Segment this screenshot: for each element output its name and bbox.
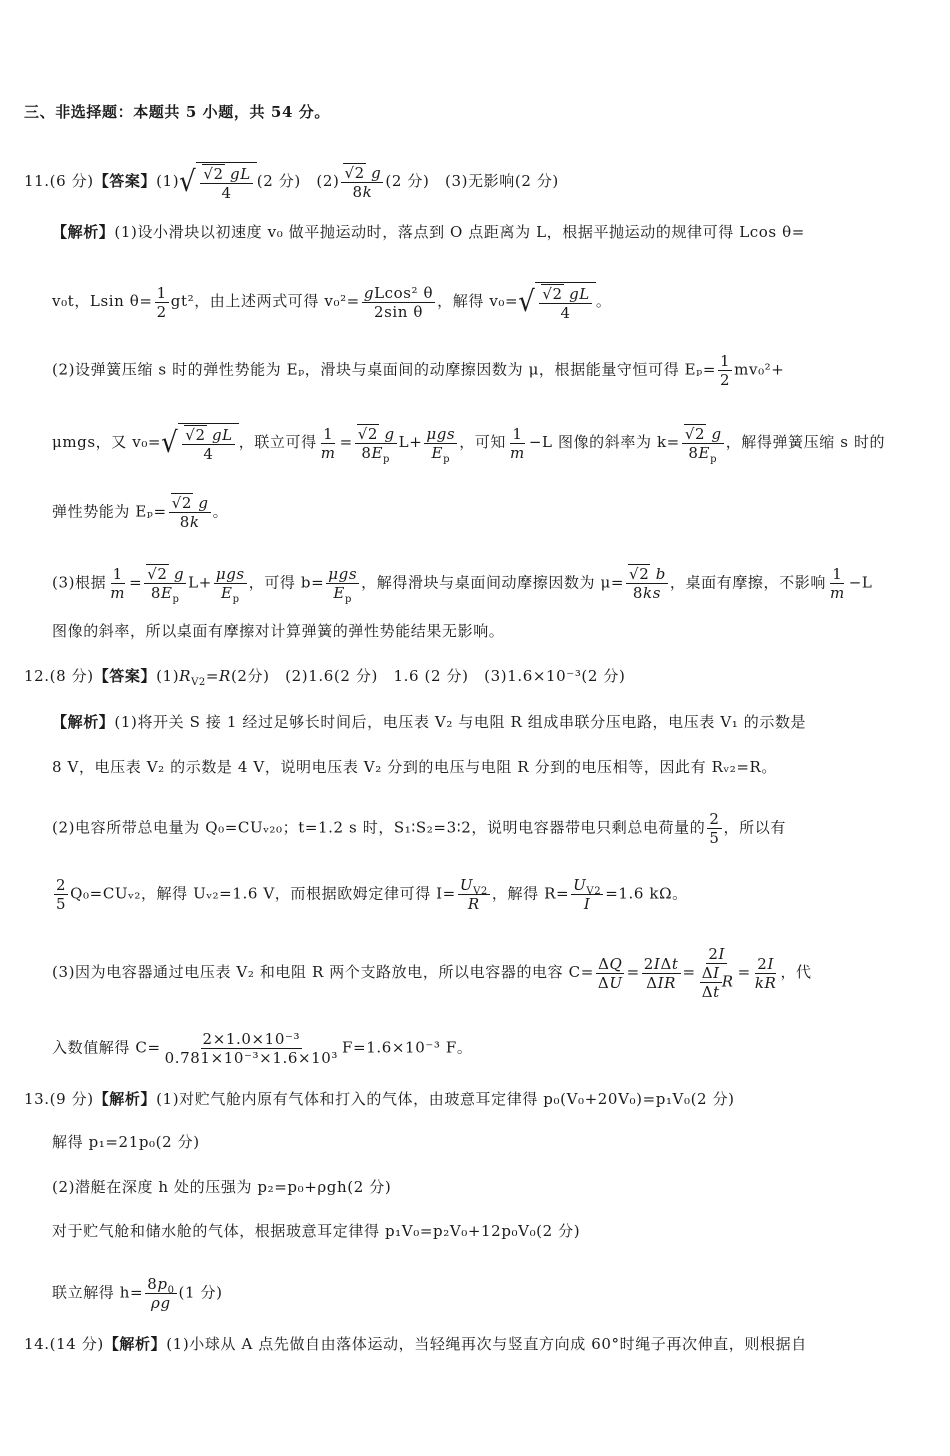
q13-line-3: (2)潜艇在深度 h 处的压强为 p₂=p₀+ρgh(2 分) (52, 1178, 392, 1196)
q11-analysis-tag: 【解析】 (52, 223, 115, 241)
q11-s1-line-b: v₀t，Lsin θ= $\frac{1}{2}$ gt²，由上述两式可得 v₀²= $\frac{\text{gLcos² θ}}{\text{2sin θ}}$ ，解得 v₀= √ $\frac{√2 gL}{4}$ 。 (52, 283, 612, 322)
q12-answer-line: 12.(8 分)【答案】$(1)R_{V2}=R(2$分) (2)1.6(2 分) 1.6 (2 分) (3)1.6×10⁻³(2 分) (24, 667, 626, 688)
q14-points: (14 分) (49, 1335, 104, 1353)
q11-s3-line-b: 图像的斜率，所以桌面有摩擦对计算弹簧的弹性势能结果无影响。 (52, 622, 505, 640)
q11-v0sq-expr: $\frac{\text{gLcos² θ}}{\text{2sin θ}}$ (363, 283, 434, 321)
q12-s3-line-b: 入数值解得 C= $\frac{\text{2×1.0×10⁻³}}{\text{0.781×10⁻³×1.6×10³}}$ F=1.6×10⁻³ F。 (52, 1030, 473, 1067)
q11-ans2-expr: $\frac{√2 g}{8k}$ (341, 164, 383, 201)
q13-number: 13. (24, 1090, 50, 1108)
q11-s2-line-b: μmgs，又 v₀= √ $\frac{√2 gL}{4}$ ，联立可得 $\frac{1}{m}$ = $\frac{√2 g}{8E_p}$ L+ $\frac{\text{μgs}}{E_p}$ ，可知 $\frac{1}{m}$ −L 图像的斜率为 k= $\frac{√2 g}{8E_p}$ ，解得弹簧压缩 s 时的 (52, 424, 886, 465)
q14-number: 14. (24, 1335, 50, 1353)
q13-analysis-tag: 【解析】 (93, 1090, 157, 1108)
q13-line-5: 联立解得 h= $\frac{8p_0}{\rho g}$ (1 分) (52, 1275, 223, 1312)
section-heading: 三、非选择题：本题共 5 小题，共 54 分。 (24, 103, 331, 121)
q11-answer-line: 11.(6 分)【答案】(1) √ $\frac{√2 gL}{4}$ (2 分) (2) $\frac{√2 g}{8k}$ (2 分) (3)无影响(2 分) (24, 163, 559, 202)
q13-line-4: 对于贮气舱和储水舱的气体，根据玻意耳定律得 p₁V₀=p₂V₀+12p₀V₀(2 分) (52, 1222, 581, 1240)
q12-number: 12. (24, 667, 50, 685)
q11-s2-line-c: 弹性势能为 Eₚ= $\frac{√2 g}{8k}$ 。 (52, 494, 229, 531)
q12-analysis-tag: 【解析】 (52, 713, 115, 731)
q11-answer-tag: 【答案】 (93, 172, 157, 190)
q12-s1-line-a: 【解析】(1)将开关 S 接 1 经过足够长时间后，电压表 V₂ 与电阻 R 组成串联分压电路，电压表 V₁ 的示数是 (52, 713, 807, 731)
q11-number: 11. (24, 172, 50, 190)
q14-analysis-tag: 【解析】 (103, 1335, 167, 1353)
q13-line-2: 解得 p₁=21p₀(2 分) (52, 1133, 200, 1151)
q12-points: (8 分) (49, 667, 94, 685)
q12-answer-tag: 【答案】 (93, 667, 157, 685)
q11-points: (6 分) (49, 172, 94, 190)
q11-s2-line-a: (2)设弹簧压缩 s 时的弹性势能为 Eₚ，滑块与桌面间的动摩擦因数为 μ，根据能量守恒可得 Eₚ= $\frac{1}{2}$ mv₀²+ (52, 352, 785, 389)
q14-line-1: 14.(14 分)【解析】(1)小球从 A 点先做自由落体运动，当轻绳再次与竖直方向成 60°时绳子再次伸直，则根据自 (24, 1335, 807, 1353)
q11-ans1-expr: √ $\frac{√2 gL}{4}$ (179, 162, 257, 202)
q13-points: (9 分) (49, 1090, 94, 1108)
q11-s3-line-a: (3)根据 $\frac{1}{m}$ = $\frac{√2 g}{8E_p}$ L+ $\frac{\text{μgs}}{E_p}$ ，可得 b= $\frac{\text{μgs}}{E_p}$ ，解得滑块与桌面间动摩擦因数为 μ= $\frac{√2 b}{8ks}$ ，桌面有摩擦，不影响 $\frac{1}{m}$ −L (52, 565, 873, 605)
q11-s1-line-a: 【解析】(1)设小滑块以初速度 v₀ 做平抛运动时，落点到 O 点距离为 L，根据平抛运动的规律可得 Lcos θ= (52, 223, 805, 241)
q12-s1-line-b: 8 V，电压表 V₂ 的示数是 4 V，说明电压表 V₂ 分到的电压与电阻 R 分到的电压相等，因此有 Rᵥ₂=R。 (52, 758, 777, 776)
q12-s3-line-a: (3)因为电容器通过电压表 V₂ 和电阻 R 两个支路放电，所以电容器的电容 C= $\frac{\Delta Q}{\Delta U}$ = $\frac{\text{2IΔt}}{\text{ΔIR}}$ = 2I $\frac{\Delta I}{\Delta t}$ R = $\frac{2I}{kR}$ ，代 (52, 945, 812, 1001)
q12-s2-line-b: $\frac{2}{5}$ Q₀=CUᵥ₂，解得 Uᵥ₂=1.6 V，而根据欧姆定律可得 I= $\frac{U_{V2}}{R}$ ，解得 R= $\frac{U_{V2}}{I}$ =1.6 kΩ。 (56, 876, 688, 913)
q12-s2-line-a: (2)电容所带总电量为 Q₀=CUᵥ₂₀；t=1.2 s 时，S₁∶S₂=3∶2，说明电容器带电只剩总电荷量的 $\frac{2}{5}$ ，所以有 (52, 810, 786, 847)
q13-line-1: 13.(9 分)【解析】(1)对贮气舱内原有气体和打入的气体，由玻意耳定律得 p₀(V₀+20V₀)=p₁V₀(2 分) (24, 1090, 735, 1108)
